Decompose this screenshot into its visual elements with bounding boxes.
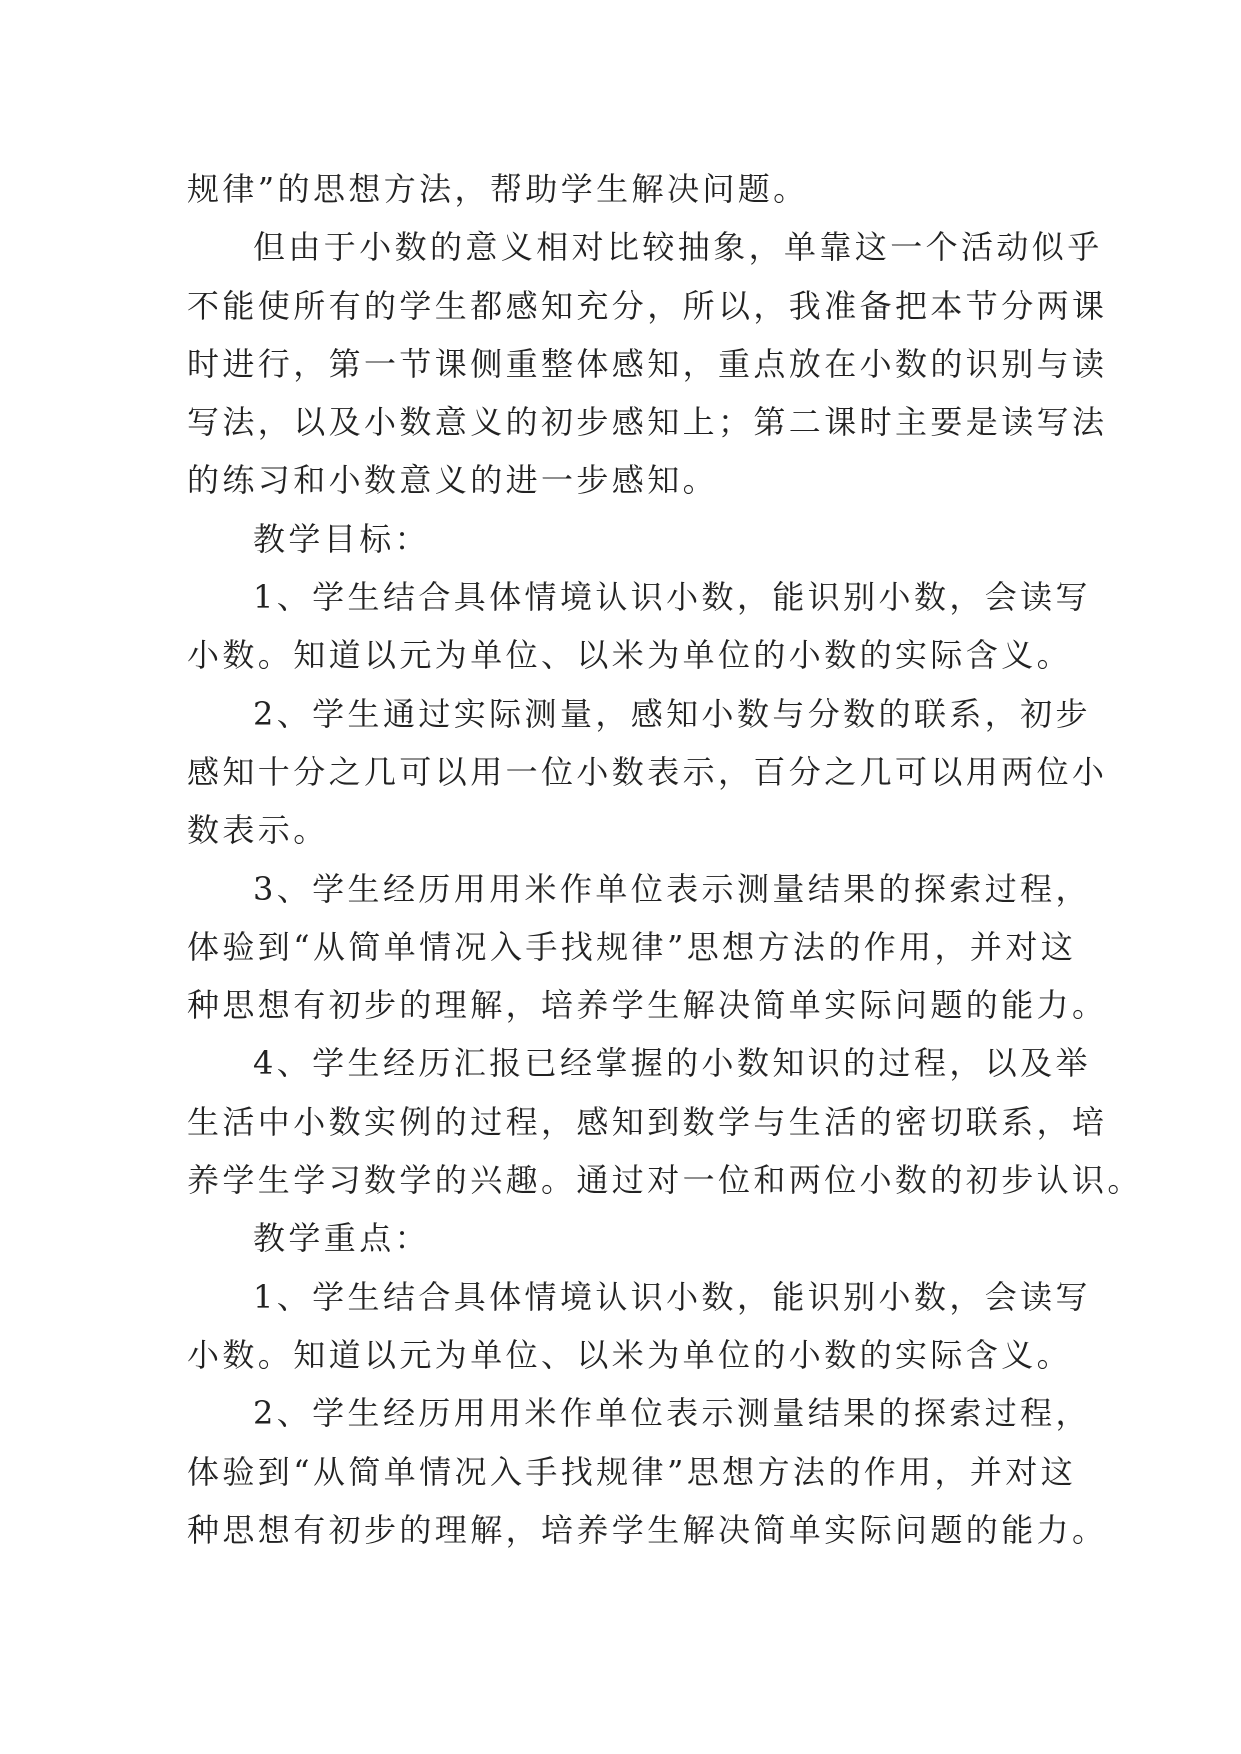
text-line: 种思想有初步的理解，培养学生解决简单实际问题的能力。 [187,1510,1108,1549]
text-line: 写法，以及小数意义的初步感知上；第二课时主要是读写法 [187,403,1108,442]
objective-item-4 [187,1034,1143,1209]
text-line: 体验到“从简单情况入手找规律”思想方法的作用，并对这 [187,927,1077,966]
text-line: 3、学生经历用用米作单位表示测量结果的探索过程， [253,869,1091,908]
text-line: 小数。知道以元为单位、以米为单位的小数的实际含义。 [187,636,1073,675]
text-line: 教学重点： [253,1219,431,1258]
key-point-item-2 [187,1384,1108,1559]
text-line: 生活中小数实例的过程，感知到数学与生活的密切联系，培 [187,1102,1108,1141]
text-line: 的练习和小数意义的进一步感知。 [187,461,719,500]
section-heading-key-points [187,1209,1067,1267]
body-text [187,160,1143,1559]
paragraph-lesson-plan [187,218,1108,509]
text-line: 1、学生结合具体情境认识小数，能识别小数，会读写 [253,1277,1091,1316]
text-line: 2、学生经历用用米作单位表示测量结果的探索过程， [253,1394,1091,1433]
section-heading-objectives [187,510,1067,568]
text-line: 体验到“从简单情况入手找规律”思想方法的作用，并对这 [187,1452,1077,1491]
text-line: 规律”的思想方法，帮助学生解决问题。 [187,170,809,208]
text-line: 不能使所有的学生都感知充分，所以，我准备把本节分两课 [187,286,1108,325]
key-point-item-1 [187,1268,1091,1385]
text-line: 4、学生经历汇报已经掌握的小数知识的过程，以及举 [253,1044,1091,1083]
objective-item-2 [187,685,1108,860]
text-line: 2、学生通过实际测量，感知小数与分数的联系，初步 [253,694,1091,733]
text-line: 养学生学习数学的兴趣。通过对一位和两位小数的初步认识。 [187,1161,1143,1200]
paragraph-continuation [187,160,1067,218]
text-line: 小数。知道以元为单位、以米为单位的小数的实际含义。 [187,1335,1073,1374]
text-line: 数表示。 [187,811,329,850]
text-line: 1、学生结合具体情境认识小数，能识别小数，会读写 [253,578,1091,617]
objective-item-3 [187,860,1108,1035]
text-line: 教学目标： [253,519,431,558]
text-line: 感知十分之几可以用一位小数表示，百分之几可以用两位小 [187,752,1108,791]
text-line: 时进行，第一节课侧重整体感知，重点放在小数的识别与读 [187,344,1108,383]
text-line: 种思想有初步的理解，培养学生解决简单实际问题的能力。 [187,986,1108,1025]
objective-item-1 [187,568,1091,685]
text-line: 但由于小数的意义相对比较抽象，单靠这一个活动似乎 [253,228,1103,267]
